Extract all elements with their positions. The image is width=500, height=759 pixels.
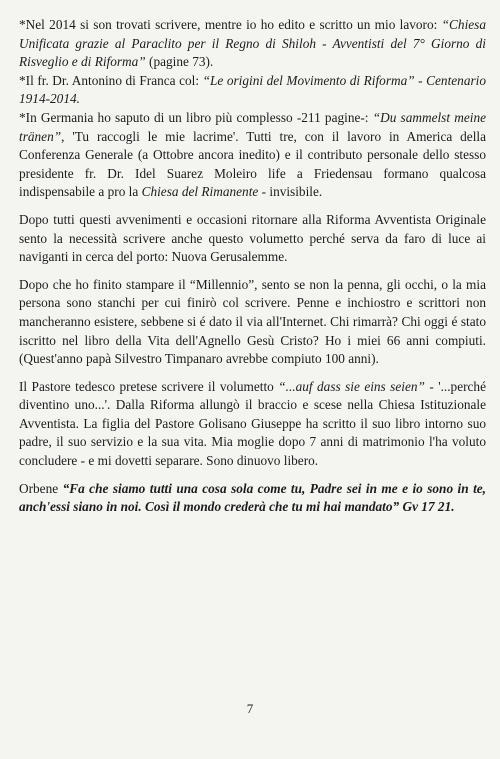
- text: - invisibile.: [258, 184, 323, 200]
- bible-quote: “Fa che siamo tutti una cosa sola come tu, Padre sei in me e io sono in te, anch'essi siano in noi. Così il mondo crederà che tu mi hai mandato”: [19, 480, 486, 515]
- paragraph-return: Dopo tutti questi avvenimenti e occasioni ritornare alla Riforma Avventista Originale sento la necessità scrivere anche questo volumetto perché serva da faro di luce ai naviganti in cerca del porto: Nuova Gerusalemme.: [19, 211, 486, 265]
- text: , 'Tu raccogli le mie lacrime'. Tutti tre, con il lavoro in America della Conferenza Generale (a Ottobre ancora inedito) e il contributo personale dello stesso presidente fr. Dr. Idel Suarez Moleiro life a Friedensau formano qualcosa indispensabile a pro la: [19, 128, 486, 200]
- page-number: 7: [246, 701, 254, 716]
- paragraph-orbene: [19, 480, 486, 517]
- text: Orbene: [19, 480, 63, 496]
- book-title: “Le origini del Movimento di Riforma” - Centenario 1914-2014.: [19, 72, 486, 107]
- church-name: Chiesa del Rimanente: [141, 184, 259, 200]
- text: (pagine 73).: [145, 54, 214, 70]
- book-title: “...auf dass sie eins seien”: [278, 378, 425, 394]
- text: *In Germania ho saputo di un libro più complesso -211 pagine-:: [19, 109, 373, 125]
- paragraph-pastore: [19, 378, 486, 471]
- text: Il Pastore tedesco pretese scrivere il volumetto: [19, 378, 279, 394]
- book-title: “Chiesa Unificata grazie al Paraclito per il Regno di Shiloh - Avventisti del 7° Giorno di Risveglio e di Riforma”: [19, 17, 486, 70]
- text: *Il fr. Dr. Antonino di Franca col:: [19, 72, 203, 88]
- text: - '...perché diventino uno...'. Dalla Riforma allungò il braccio e scese nella Chiesa Istituzionale Avventista. La figlia del Pastore Golisano Giuseppe ha scritto il suo libro intorno suo padre, il suo servizio e la sua vita. Mia moglie dopo 7 anni di matrimonio l'ha voluto concludere - e mi dovetti separare. Sono dinuovo libero.: [19, 378, 486, 469]
- book-title: “Du sammelst meine tränen”: [19, 109, 486, 144]
- text: *Nel 2014 si son trovati scrivere, mentre io ho edito e scritto un mio lavoro:: [19, 17, 442, 32]
- paragraph-millennio: Dopo che ho finito stampare il “Millennio”, sento se non la penna, gli occhi, o la mia persona sono stanchi per cui finirò col scrivere. Penne e inchiostro e scrittori non mancheranno esistere, sebbene si é dato il via all'Internet. Chi rimarrà? Chi oggi é stato iscritto nel libro della Vita dell'Agnello Gesù Cristo? Ho i miei 66 anni compiuti. (Quest'anno papà Silvestro Timpanaro avrebbe compiuto 100 anni).: [19, 276, 486, 367]
- bible-reference: Gv 17 21.: [399, 499, 455, 515]
- paragraph-books-list: [19, 16, 486, 202]
